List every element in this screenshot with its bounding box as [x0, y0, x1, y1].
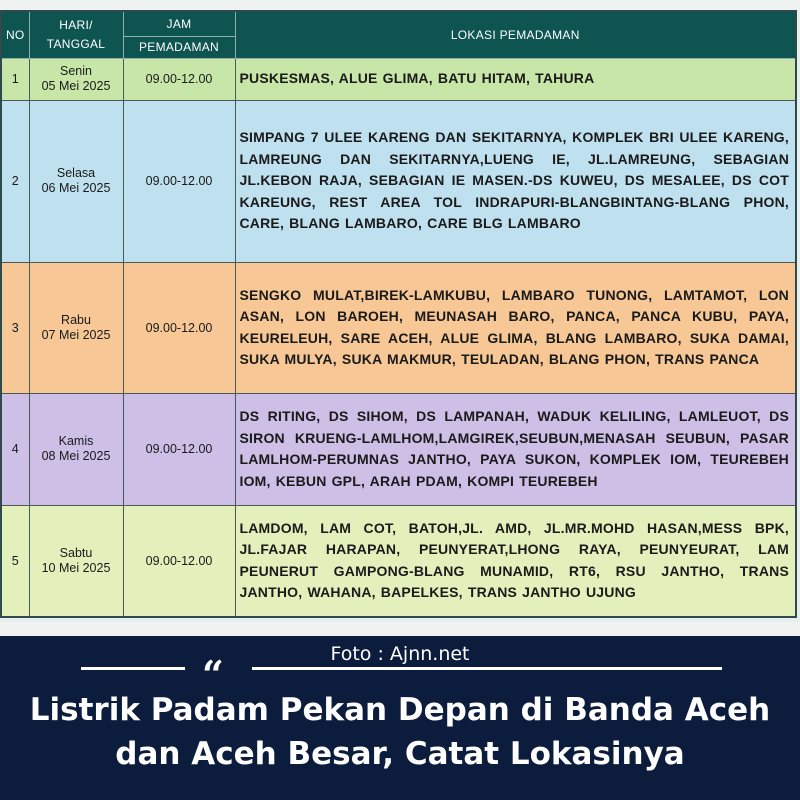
header-day	[29, 11, 123, 58]
table-row	[1, 100, 796, 262]
row-day: Kamis	[58, 434, 94, 448]
row-date: 07 Mei 2025	[41, 327, 111, 342]
header-no: NO	[1, 11, 29, 58]
row-day: Selasa	[56, 166, 96, 180]
row-number: 4	[1, 393, 29, 505]
header-location: LOKASI PEMADAMAN	[235, 11, 796, 58]
row-day-date	[29, 58, 123, 100]
row-number: 5	[1, 505, 29, 617]
divider-left	[81, 667, 185, 670]
photo-credit: Foto : Ajnn.net	[330, 643, 470, 665]
row-time: 09.00-12.00	[123, 58, 235, 100]
quote-icon: “	[202, 652, 224, 697]
caption-panel	[0, 636, 800, 800]
headline	[0, 688, 800, 776]
row-time: 09.00-12.00	[123, 505, 235, 617]
headline-line1: Listrik Padam Pekan Depan di Banda Aceh	[29, 692, 771, 728]
row-number: 3	[1, 262, 29, 393]
row-time: 09.00-12.00	[123, 100, 235, 262]
row-day-date	[29, 393, 123, 505]
row-date: 05 Mei 2025	[41, 79, 111, 93]
row-date: 10 Mei 2025	[41, 560, 111, 575]
row-day-date	[29, 100, 123, 262]
outage-schedule	[0, 10, 800, 622]
row-time: 09.00-12.00	[123, 393, 235, 505]
table-row	[1, 262, 796, 393]
row-location: LAMDOM, LAM COT, BATOH,JL. AMD, JL.MR.MOHD HASAN,MESS BPK, JL.FAJAR HARAPAN, PEUNYERAT,LHONG RAYA, PEUNYEURAT, LAM PEUNERUT GAMPONG-BLANG MUNAMID, RT6, RSU JANTHO, TRANS JANTHO, WAHANA, BAPELKES, TRANS JANTHO UJUNG	[235, 505, 796, 617]
row-location: DS RITING, DS SIHOM, DS LAMPANAH, WADUK KELILING, LAMLEUOT, DS SIRON KRUENG-LAMLHOM,LAMGIREK,SEUBUN,MENASAH SEUBUN, PASAR LAMLHOM-PERUMNAS JANTHO, PAYA SUKON, KOMPLEK IOM, TEUREBEH IOM, KEBUN GPL, ARAH PDAM, KOMPI TEUREBEH	[235, 393, 796, 505]
table-row	[1, 58, 796, 100]
row-number: 2	[1, 100, 29, 262]
row-day: Sabtu	[59, 545, 93, 560]
outage-table	[0, 10, 797, 618]
headline-line2: dan Aceh Besar, Catat Lokasinya	[115, 736, 685, 772]
row-day: Rabu	[61, 312, 91, 327]
row-date: 06 Mei 2025	[41, 181, 111, 195]
divider-right	[252, 667, 722, 670]
header-time-sub: PEMADAMAN	[123, 36, 235, 58]
header-time-group: JAM	[123, 11, 235, 36]
row-date: 08 Mei 2025	[41, 449, 111, 463]
row-location: PUSKESMAS, ALUE GLIMA, BATU HITAM, TAHURA	[235, 58, 796, 100]
header-day-line2: TANGGAL	[46, 36, 106, 51]
header-day-line1: HARI/	[59, 17, 93, 32]
row-location: SENGKO MULAT,BIREK-LAMKUBU, LAMBARO TUNONG, LAMTAMOT, LON ASAN, LON BAROEH, MEUNASAH BARO, PANCA, PANCA KUBU, PAYA, KEURELEUH, SARE ACEH, ALUE GLIMA, BLANG LAMBARO, SUKA DAMAI, SUKA MULYA, SUKA MAKMUR, TEULADAN, BLANG PHON, TRANS PANCA	[235, 262, 796, 393]
row-number: 1	[1, 58, 29, 100]
row-location: SIMPANG 7 ULEE KARENG DAN SEKITARNYA, KOMPLEK BRI ULEE KARENG, LAMREUNG DAN SEKITARNYA,LUENG IE, JL.LAMREUNG, SEBAGIAN JL.KEBON RAJA, SEBAGIAN IE MASEN.-DS KUWEU, DS MESALEE, DS COT KAREUNG, REST AREA TOL INDRAPURI-BLANGBINTANG-BLANG PHON, CARE, BLANG LAMBARO, CARE BLG LAMBARO	[235, 100, 796, 262]
table-row	[1, 393, 796, 505]
row-day-date	[29, 262, 123, 393]
row-time: 09.00-12.00	[123, 262, 235, 393]
table-row	[1, 505, 796, 617]
row-day-date	[29, 505, 123, 617]
row-day: Senin	[60, 64, 92, 78]
